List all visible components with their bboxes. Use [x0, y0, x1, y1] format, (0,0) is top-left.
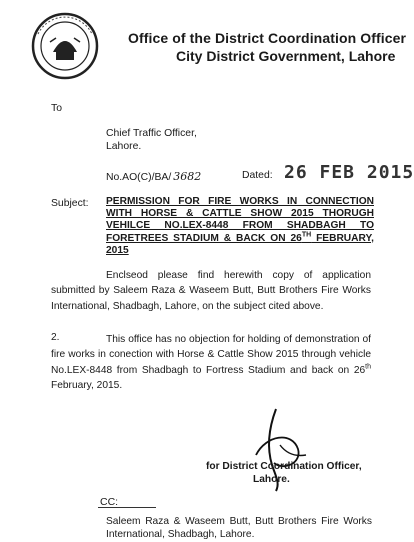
reference-number: [106, 170, 201, 183]
paragraph-1: Enclseod please find herewith copy of application submitted by Saleem Raza & Waseem Butt, Butt Brothers Fire Works International, Shadbagh, Lahore, on the subject cited above.: [51, 270, 371, 312]
government-seal: [26, 12, 104, 80]
recipient-line-1: Chief Traffic Officer,: [106, 128, 197, 139]
office-subtitle: City District Government, Lahore: [176, 48, 396, 64]
recipient-line-2: Lahore.: [106, 141, 142, 152]
subject-label: Subject:: [51, 198, 89, 209]
signatory-city: Lahore.: [253, 474, 290, 485]
subject-text: PERMISSION FOR FIRE WORKS IN CONNECTION WITH HORSE & CATTLE SHOW 2015 THORUGH VEHILCE NO.LEX-8448 FROM SHADBAGH TO FORETREES STADIUM & BACK ON 26TH FEBRUARY, 2015: [106, 196, 374, 256]
cc-underline: [98, 507, 156, 508]
paragraph-2: This office has no objection for holding of demonstration of fire works in conection with Horse & Cattle Show 2015 through vehicle No.LEX-8448 from Shadbagh to Fortress Stadium and back on 26th February, 2015.: [51, 334, 371, 392]
handwritten-number: 3682: [173, 170, 202, 183]
reference-label: No.AO(C)/BA/: [106, 172, 172, 183]
signatory-title: for District Coordination Officer,: [206, 461, 362, 472]
date-stamp: 26 FEB 2015: [284, 162, 414, 183]
cc-recipients: Saleem Raza & Waseem Butt, Butt Brothers Fire Works International, Shadbagh, Lahore.: [106, 516, 372, 540]
dated-label: Dated:: [242, 170, 273, 181]
office-title: Office of the District Coordination Officer: [128, 30, 407, 46]
paragraph-2-number: 2.: [51, 332, 60, 343]
cc-label: CC:: [100, 496, 119, 508]
to-label: To: [51, 103, 62, 114]
